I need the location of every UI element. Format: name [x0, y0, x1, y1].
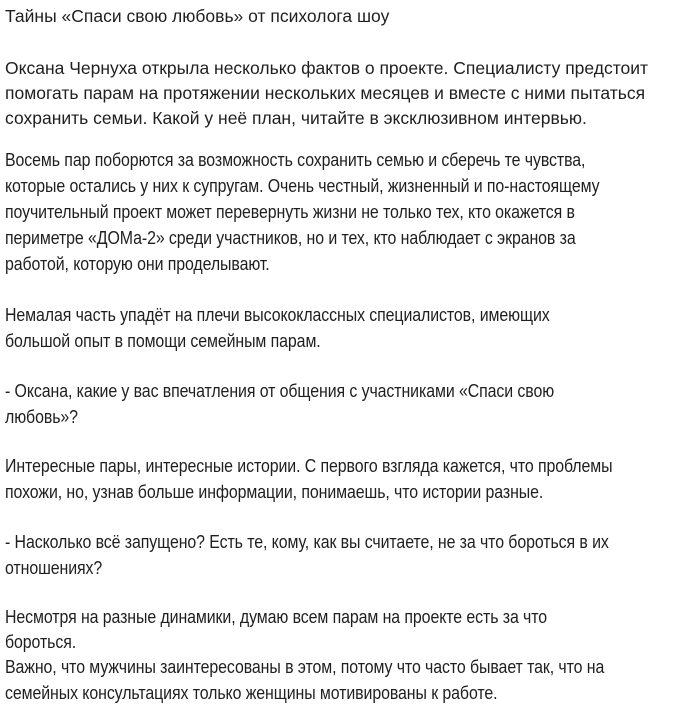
article-title: Тайны «Спаси свою любовь» от психолога шоу [5, 6, 390, 26]
paragraph-line: периметре «ДОМа-2» среди участников, но и тех, кто наблюдает с экранов за [5, 227, 576, 248]
paragraph-line: семейных консультациях только женщины мотивированы к работе. [5, 682, 498, 703]
paragraph-line: Важно, что мужчины заинтересованы в этом, потому что часто бывает так, что на [5, 656, 605, 677]
paragraph-line: похожи, но, узнав больше информации, понимаешь, что истории разные. [5, 481, 544, 502]
paragraph-line: помогать парам на протяжении нескольких месяцев и вместе с ними пытаться [5, 83, 646, 103]
paragraph-line: - Оксана, какие у вас впечатления от общения с участниками «Спаси свою [5, 380, 555, 401]
paragraph-line: Немалая часть упадёт на плечи высококлассных специалистов, имеющих [5, 304, 550, 325]
paragraph-line: сохранить семьи. Какой у неё план, читайте в эксклюзивном интервью. [5, 108, 587, 128]
paragraph-line: любовь»? [5, 406, 78, 427]
paragraph-line: - Насколько всё запущено? Есть те, кому, как вы считаете, не за что бороться в их [5, 531, 609, 552]
paragraph-line: Оксана Чернуха открыла несколько фактов о проекте. Специалисту предстоит [5, 58, 649, 78]
paragraph-line: Интересные пары, интересные истории. С первого взгляда кажется, что проблемы [5, 455, 613, 476]
paragraph-line: работой, которую они проделывают. [5, 253, 270, 274]
paragraph-line: большой опыт в помощи семейным парам. [5, 330, 321, 351]
paragraph-line: бороться. [5, 631, 77, 652]
paragraph-line: Несмотря на разные динамики, думаю всем парам на проекте есть за что [5, 606, 548, 627]
paragraph-line: которые остались у них к супругам. Очень честный, жизненный и по-настоящему [5, 175, 600, 196]
paragraph-line: Восемь пар поборются за возможность сохранить семью и сберечь те чувства, [5, 149, 586, 170]
paragraph-line: поучительный проект может перевернуть жизни не только тех, кто окажется в [5, 201, 575, 222]
paragraph-line: отношениях? [5, 557, 103, 578]
